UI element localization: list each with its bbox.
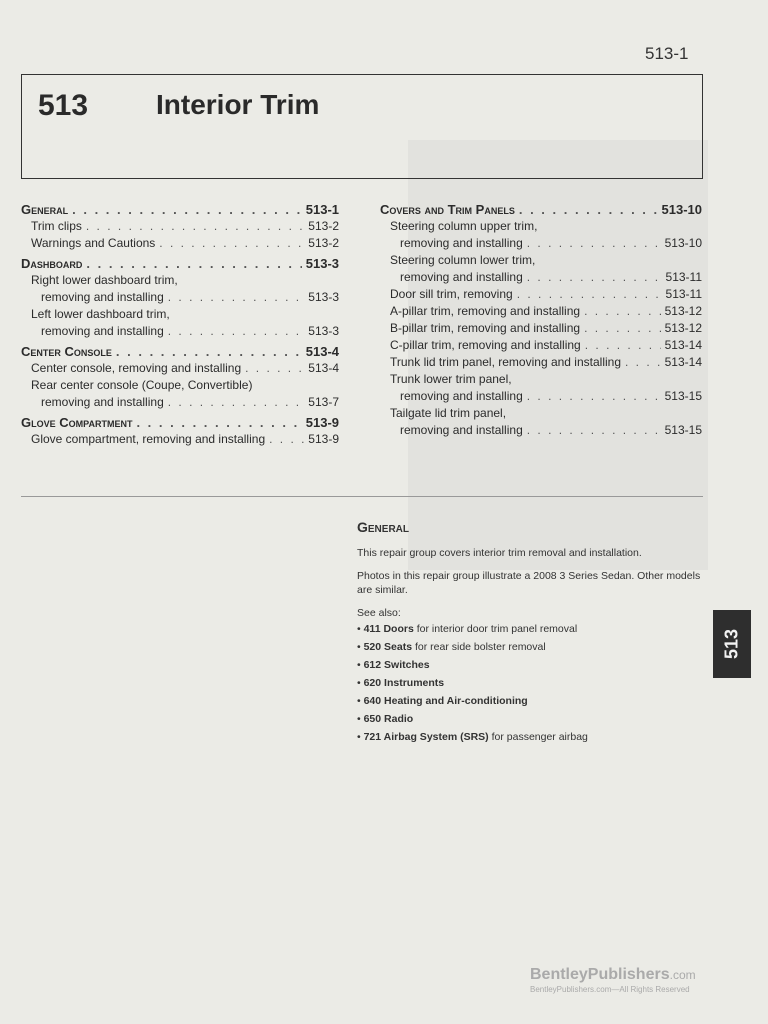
toc-heading-text: Covers and Trim Panels [380, 202, 515, 217]
chapter-side-tab [713, 610, 751, 678]
toc-left-column [21, 201, 339, 448]
toc-heading-text: Dashboard [21, 256, 83, 271]
toc-page-number: 513-10 [661, 202, 702, 217]
toc-entry-text-2: removing and installing [400, 270, 523, 284]
toc-page-number: 513-3 [308, 290, 339, 304]
toc-entry-text: Glove compartment, removing and installing [31, 432, 266, 446]
toc-entry [380, 371, 702, 405]
toc-entry-text: Center console, removing and installing [31, 361, 242, 375]
publisher-copyright: BentleyPublishers.com—All Rights Reserved [530, 985, 690, 994]
toc-page-number: 513-15 [664, 389, 702, 403]
see-also-item: • 520 Seats for rear side bolster removal [357, 641, 546, 653]
toc-page-number: 513-9 [305, 415, 339, 430]
general-section [357, 520, 702, 746]
see-also-item-desc: for passenger airbag [488, 731, 588, 743]
publisher-logo-suffix: .com [669, 968, 696, 982]
toc-page-number: 513-1 [305, 202, 339, 217]
chapter-title-box [21, 74, 703, 179]
dot-leader [136, 414, 301, 431]
toc-entry-continuation [390, 422, 702, 439]
side-tab-label: 513 [721, 628, 742, 660]
dot-leader [168, 289, 305, 306]
see-also-item-desc: for interior door trim panel removal [413, 623, 578, 635]
see-also-item: • 721 Airbag System (SRS) for passenger airbag [357, 731, 588, 743]
toc-entry-text: Steering column lower trim, [390, 253, 536, 267]
toc-entry-text: Steering column upper trim, [390, 219, 538, 233]
toc-entry-text-2: removing and installing [41, 395, 164, 409]
see-also-item: • 640 Heating and Air-conditioning [357, 695, 528, 707]
toc-heading [21, 414, 339, 431]
dot-leader [245, 360, 304, 377]
toc-entry-continuation [390, 388, 702, 405]
dot-leader [527, 269, 662, 286]
toc-entry [21, 431, 339, 448]
toc-entry [21, 235, 339, 252]
see-also-item-title: 411 Doors [363, 623, 414, 635]
chapter-number: 513 [38, 89, 89, 122]
toc-entry-text: B-pillar trim, removing and installing [390, 321, 581, 335]
toc-entry-text: Trim clips [31, 219, 82, 233]
section-divider [21, 496, 703, 497]
toc-entry-continuation [390, 235, 702, 252]
dot-leader [527, 422, 661, 439]
toc-entry-text: Tailgate lid trim panel, [390, 406, 507, 420]
toc-page-number: 513-14 [664, 338, 702, 352]
dot-leader [86, 255, 301, 272]
toc-entry-text: Trunk lower trim panel, [390, 372, 512, 386]
toc-entry [380, 303, 702, 320]
dot-leader [519, 201, 658, 218]
toc-entry [21, 377, 339, 411]
toc-page-number: 513-11 [665, 287, 702, 301]
toc-page-number: 513-15 [664, 423, 702, 437]
dot-leader [625, 354, 661, 371]
toc-entry [21, 218, 339, 235]
see-also-item-title: 721 Airbag System (SRS) [363, 731, 489, 743]
toc-entry-text: Left lower dashboard trim, [31, 307, 170, 321]
toc-page-number: 513-10 [664, 236, 702, 250]
dot-leader [517, 286, 662, 303]
see-also-item: • 650 Radio [357, 713, 414, 725]
toc-entry-text: A-pillar trim, removing and installing [390, 304, 581, 318]
toc-heading [21, 343, 339, 360]
see-also-item: • 411 Doors for interior door trim panel removal [357, 623, 578, 635]
toc-entry-text: C-pillar trim, removing and installing [390, 338, 581, 352]
toc-page-number: 513-3 [308, 324, 339, 338]
toc-entry [21, 360, 339, 377]
dot-leader [72, 201, 302, 218]
dot-leader [159, 235, 304, 252]
page-number: 513-1 [645, 44, 689, 63]
dot-leader [585, 337, 661, 354]
see-also-list [357, 620, 702, 746]
toc-heading [21, 255, 339, 272]
toc-entry-continuation [31, 323, 339, 340]
dot-leader [584, 303, 661, 320]
publisher-logo-text: BentleyPublishers [530, 966, 670, 983]
toc-entry [380, 337, 702, 354]
toc-entry-text-2: removing and installing [400, 236, 523, 250]
toc-entry [380, 320, 702, 337]
toc-entry-text-2: removing and installing [400, 389, 523, 403]
toc-entry-text: Door sill trim, removing [390, 287, 513, 301]
toc-entry-continuation [31, 289, 339, 306]
dot-leader [168, 323, 305, 340]
toc-entry [21, 306, 339, 340]
dot-leader [584, 320, 661, 337]
see-also-item-title: 640 Heating and Air-conditioning [363, 695, 528, 707]
dot-leader [86, 218, 304, 235]
toc-page-number: 513-3 [305, 256, 339, 271]
toc-entry-text: Warnings and Cautions [31, 236, 156, 250]
toc-entry-text-2: removing and installing [400, 423, 523, 437]
toc-entry-continuation [390, 269, 702, 286]
toc-page-number: 513-11 [665, 270, 702, 284]
toc-page-number: 513-12 [664, 304, 702, 318]
see-also-item-title: 520 Seats [363, 641, 413, 653]
see-also-item-title: 612 Switches [363, 659, 430, 671]
dot-leader [116, 343, 302, 360]
toc-heading [21, 201, 339, 218]
see-also-item-desc: for rear side bolster removal [412, 641, 546, 653]
publisher-logo [530, 966, 696, 984]
see-also-item-title: 650 Radio [363, 713, 414, 725]
general-para-1: This repair group covers interior trim removal and installation. [357, 547, 642, 559]
see-also-item: • 620 Instruments [357, 677, 445, 689]
toc-page-number: 513-12 [664, 321, 702, 335]
toc-entry-text: Right lower dashboard trim, [31, 273, 178, 287]
toc-heading-text: Center Console [21, 344, 112, 359]
toc-entry [380, 286, 702, 303]
see-also-label: See also: [357, 607, 401, 619]
toc-page-number: 513-4 [305, 344, 339, 359]
see-also-item-title: 620 Instruments [363, 677, 445, 689]
toc-right-column [380, 201, 702, 439]
toc-entry [21, 272, 339, 306]
toc-entry [380, 405, 702, 439]
toc-entry-text: Trunk lid trim panel, removing and installing [390, 355, 621, 369]
toc-page-number: 513-4 [308, 361, 339, 375]
dot-leader [527, 388, 661, 405]
toc-page-number: 513-9 [308, 432, 339, 446]
general-para-2: Photos in this repair group illustrate a 2008 3 Series Sedan. Other models are similar. [357, 570, 701, 596]
toc-heading [380, 201, 702, 218]
toc-page-number: 513-14 [664, 355, 702, 369]
toc-entry [380, 252, 702, 286]
toc-entry [380, 218, 702, 252]
toc-page-number: 513-7 [308, 395, 339, 409]
toc-entry-continuation [31, 394, 339, 411]
toc-page-number: 513-2 [308, 236, 339, 250]
dot-leader [168, 394, 305, 411]
general-heading: General [357, 519, 410, 535]
toc-entry-text-2: removing and installing [41, 324, 164, 338]
see-also-item: • 612 Switches [357, 659, 430, 671]
toc-entry-text-2: removing and installing [41, 290, 164, 304]
toc-heading-text: General [21, 202, 69, 217]
toc-page-number: 513-2 [308, 219, 339, 233]
dot-leader [527, 235, 661, 252]
chapter-title: Interior Trim [156, 89, 320, 120]
dot-leader [269, 431, 304, 448]
toc-entry-text: Rear center console (Coupe, Convertible) [31, 378, 253, 392]
toc-entry [380, 354, 702, 371]
toc-heading-text: Glove Compartment [21, 415, 133, 430]
